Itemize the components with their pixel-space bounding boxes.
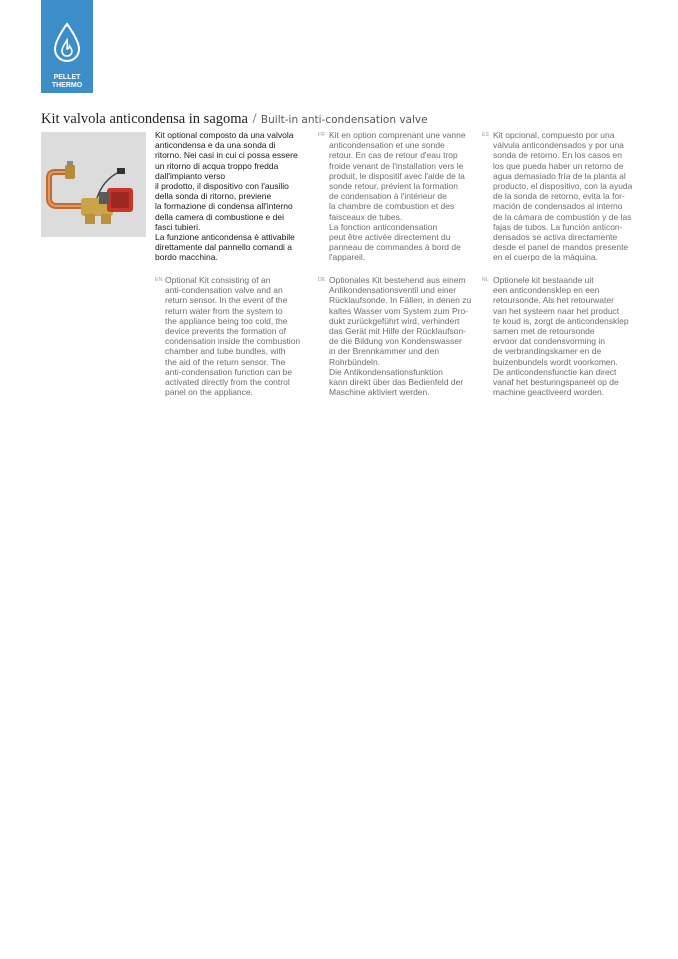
section-dutch (493, 275, 643, 397)
section-italian (155, 130, 310, 263)
brand-badge (41, 0, 93, 93)
flame-drop-icon (51, 22, 83, 64)
french-text: Kit en option comprenant une vanne anticondensation et une sonde retour. En cas de retour d'eau trop froide venant de l'installation vers le produit, le dispositif avec l'aide de la sonde retour, prévient la formation de condensation à l'intérieur de la chambre de combustion et des faisceaux de tubes. La fonction anticondensation peut être activée directement du panneau de commandes à bord de l'appareil. (329, 130, 466, 263)
product-photo (41, 132, 146, 237)
english-text: Optional Kit consisting of an anti-condensation valve and an return sensor. In the event of the return water from the system to the appliance being too cold, the device prevents the formation of condensation inside the combustion chamber and tube bundles, with the aid of the return sensor. The anti-condensation function can be activated directly from the control panel on the appliance. (165, 275, 301, 398)
badge-line-2: THERMO (51, 82, 83, 89)
section-spanish (493, 130, 643, 263)
badge-line-1: PELLET (53, 74, 81, 81)
valve-kit-illustration (41, 132, 146, 237)
page-title (41, 110, 428, 128)
dutch-text: Optionele kit bestaande uit een anticondensklep en een retoursonde. Als het retourwater van het systeem naar het product te koud is, zorgt de anticondensklep samen met de retoursonde ervoor dat condensvorming in de verbrandingskamer en de buizenbundels wordt voorkomen. De anticondensfunctie kan direct vanaf het besturingspaneel op de machine geactiveerd worden. (493, 275, 629, 398)
german-text: Optionales Kit bestehend aus einem Antikondensationsventil und einer Rücklaufsonde. In Fällen, in denen zu kaltes Wasser vom System zum Pro- dukt zurückgeführt wird, verhindert das Gerät mit Hilfe der Rücklaufson- de die Bildung von Kondenswasser in der Brennkammer und den Rohrbündeln. Die Antikondensationsfunktion kann direkt über das Bedienfeld der Maschine aktiviert werden. (329, 275, 472, 398)
lang-code-es: ES (482, 132, 490, 138)
section-english (165, 275, 313, 397)
spanish-text: Kit opcional, compuesto por una válvula anticondensados y por una sonda de retorno. En los casos en los que pueda haber un retorno de agua demasiado fría de la planta al producto, el dispositivo, con la ayuda de la sonda de retorno, evita la for- mación de condensados al interno de la cámara de combustión y de las fajas de tubos. La función anticon- densados se activa directamente desde el panel de mandos presente en el cuerpo de la máquina. (493, 130, 633, 263)
title-separator: / (252, 111, 257, 127)
lang-code-fr: FR (318, 132, 326, 138)
italian-text: Kit optional composto da una valvola anticondensa e da una sonda di ritorno. Nei casi in cui ci possa essere un ritorno di acqua troppo fredda dall'impianto verso il prodotto, il dispositivo con l'ausilio della sonda di ritorno, previene la formazione di condensa all'interno della camera di combustione e dei fasci tubieri. La funzione anticondensa è attivabile direttamente dal pannello comandi a bordo macchina. (155, 130, 298, 263)
title-english: Built-in anti-condensation valve (260, 114, 428, 126)
lang-code-nl: NL (482, 277, 489, 283)
lang-code-de: DE (318, 277, 326, 283)
badge-label (41, 74, 93, 90)
lang-code-en: EN (155, 277, 163, 283)
section-german (329, 275, 477, 397)
title-italian: Kit valvola anticondensa in sagoma (41, 111, 248, 127)
section-french (329, 130, 477, 263)
